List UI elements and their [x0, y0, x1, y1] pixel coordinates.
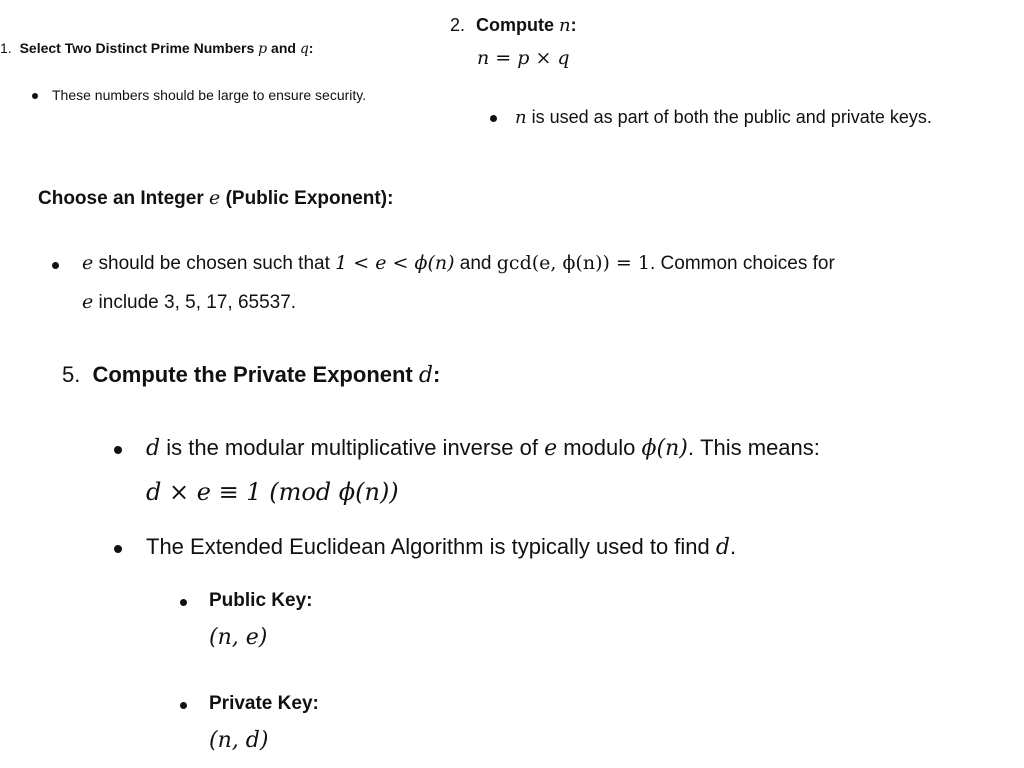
step5-bullet1-text3: . This means:	[687, 435, 820, 460]
step1-bullet-text: These numbers should be large to ensure security.	[52, 87, 367, 103]
step5-bullet1-text2: modulo	[563, 435, 636, 460]
step1-title: Select Two Distinct Prime Numbers	[19, 40, 255, 56]
step5-colon: :	[432, 362, 441, 387]
step3-bullet-text2: . Common choices for	[649, 253, 835, 274]
step2-bullet-var: n	[515, 107, 527, 128]
step5-var-d: d	[418, 363, 433, 388]
step2-formula: n = p × q	[477, 47, 570, 69]
step3-bullet-line2-var-e: e	[82, 291, 94, 313]
private-key-bullet-dot	[180, 702, 187, 709]
step3-title-post: (Public Exponent):	[225, 188, 394, 209]
step5-number: 5.	[62, 362, 81, 387]
step1-number: 1.	[0, 40, 12, 56]
step3-bullet-line2-text: include 3, 5, 17, 65537.	[98, 292, 297, 313]
step5-bullet1	[146, 435, 820, 461]
step2-title: Compute	[476, 15, 555, 35]
step1-and: and	[271, 40, 296, 56]
step3-bullet-and: and	[459, 253, 492, 274]
step5-bullet1-formula: d × e ≡ 1 (mod ϕ(n))	[146, 478, 399, 506]
step1-var-q: q	[299, 41, 309, 57]
step5-title: Compute the Private Exponent	[92, 362, 413, 387]
step1-var-p: p	[258, 41, 268, 57]
private-key-label: Private Key:	[209, 693, 319, 714]
step5-bullet2	[146, 534, 736, 560]
step5-bullet2-period: .	[729, 534, 737, 559]
step3-bullet-dot	[52, 262, 59, 269]
step3-bullet-line2	[82, 291, 296, 314]
public-key-label: Public Key:	[209, 590, 313, 611]
step2-bullet-dot	[490, 115, 497, 122]
step2-colon: :	[570, 15, 577, 35]
step5-bullet1-text1: is the modular multiplicative inverse of	[166, 435, 538, 460]
step2-bullet	[515, 107, 932, 128]
step2-number: 2.	[450, 15, 466, 35]
step1-bullet-dot	[32, 93, 38, 99]
step2-var-n: n	[559, 15, 571, 36]
step5-bullet2-text: The Extended Euclidean Algorithm is typically used to find	[146, 534, 710, 559]
step3-var-e: e	[209, 187, 221, 209]
step5-bullet1-var-e: e	[544, 436, 558, 461]
step3-bullet-math2: gcd(e, ϕ(n)) = 1	[496, 252, 650, 274]
step2-bullet-text: is used as part of both the public and private keys.	[531, 107, 932, 127]
step5-heading	[62, 362, 440, 388]
private-key-value: (n, d)	[209, 728, 269, 753]
public-key-bullet-dot	[180, 599, 187, 606]
step5-bullet2-dot	[114, 545, 122, 553]
public-key-value: (n, e)	[209, 625, 268, 650]
step3-bullet-var-e: e	[82, 252, 94, 274]
step5-bullet1-var-d: d	[146, 436, 161, 461]
step2-heading	[450, 15, 577, 36]
step3-bullet-text1: should be chosen such that	[98, 253, 330, 274]
step5-bullet1-math: ϕ(n)	[641, 436, 688, 461]
step3-bullet-line1	[82, 252, 835, 275]
step3-title-pre: Choose an Integer	[38, 188, 204, 209]
step5-bullet2-var-d: d	[715, 535, 730, 560]
step5-bullet1-dot	[114, 446, 122, 454]
step3-bullet-math1: 1 < e < ϕ(n)	[335, 252, 455, 274]
step3-heading	[38, 187, 393, 210]
step1-colon: :	[308, 40, 314, 56]
step1-heading	[0, 40, 313, 57]
